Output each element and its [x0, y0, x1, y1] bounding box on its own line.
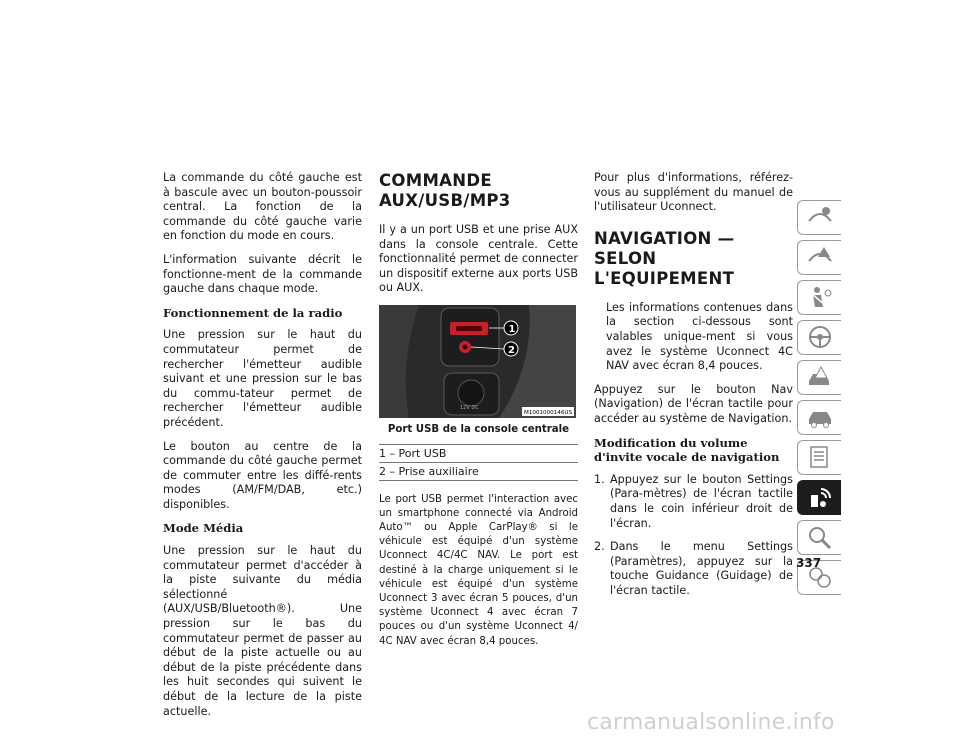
panel-label: 12V DC	[460, 404, 479, 411]
usb-paragraph: Le port USB permet l'interaction avec un smartphone connecté via Android Auto™ ou Apple CarPlay® si le véhicule est équipé d'un système Uconnect 4C/4C NAV. Le port est destiné à la charge uniquement si le véhicule est équipé d'un système Uconnect 3 avec écran 5 pouces, d'un système Uconnect 4 avec écran 7 pouces ou d'un système Uconnect 4/ 4C NAV avec écran 8,4 pouces.	[379, 493, 578, 647]
radio-paragraph: Une pression sur le haut du commutateur permet de rechercher l'émetteur audible suivant et une pression sur le bas du commu-tateur permet de rechercher l'émetteur audible précédent.	[163, 328, 362, 429]
callout-1: 1	[508, 323, 516, 335]
legend-row: 2 – Prise auxiliaire	[379, 463, 578, 481]
tab-car-emergency[interactable]	[797, 360, 841, 395]
step-number: 1.	[594, 472, 605, 486]
navigation-heading: NAVIGATION — SELON L'EQUIPEMENT	[594, 228, 735, 288]
watermark-footer: carmanualsonline.info	[587, 710, 835, 735]
tab-steering-wheel[interactable]	[797, 320, 841, 355]
figure-caption: Port USB de la console centrale	[387, 423, 570, 435]
chapter-tabs	[797, 200, 842, 600]
magnifier-search-icon	[807, 525, 833, 549]
reference-paragraph: Pour plus d'informations, référez-vous au supplément du manuel de l'utilisateur Uconnect.	[594, 171, 793, 214]
aux-usb-heading: COMMANDE AUX/USB/MP3	[379, 171, 511, 210]
tab-seatbelt-airbag[interactable]	[797, 280, 841, 315]
steps-list	[594, 473, 793, 599]
radio-heading: Fonctionnement de la radio	[163, 305, 343, 320]
usb-console-photo	[379, 305, 576, 418]
figure-legend	[379, 444, 578, 481]
media-heading: Mode Média	[163, 521, 244, 536]
media-paragraph: Une pression sur le haut du commutateur permet d'accéder à la piste suivante du média sélectionné (AUX/USB/Bluetooth®). Une pression sur le bas du commutateur permet de passer au début de la piste actuelle ou au début de la piste précédente dans les huit secondes qui suivent le début de la lecture de la piste actuelle.	[163, 544, 362, 718]
availability-text: Les informations contenues dans la section ci-dessous sont valables unique-ment si vous avez le système Uconnect 4C NAV avec écran 8,4 pouces.	[606, 300, 793, 373]
list-item	[594, 473, 793, 531]
tab-dashboard-warning[interactable]	[797, 240, 841, 275]
seatbelt-airbag-icon	[807, 285, 833, 309]
list-item	[594, 540, 793, 598]
car-emergency-icon	[807, 365, 833, 389]
aux-usb-intro: Il y a un port USB et une prise AUX dans la console centrale. Cette fonctionnalité permet de connecter un dispositif externe aux ports USB ou AUX.	[379, 223, 578, 295]
tab-multimedia[interactable]	[797, 480, 841, 515]
step-number: 2.	[594, 540, 605, 554]
figure-code: M1001000146US	[524, 409, 573, 416]
callout-2: 2	[508, 344, 515, 356]
step-text: Appuyez sur le bouton Settings (Para-mètres) de l'écran tactile dans le coin inférieur droit de l'écran.	[610, 472, 793, 530]
specs-list-icon	[807, 445, 833, 469]
middle-column	[379, 171, 578, 658]
dashboard-warning-icon	[807, 245, 833, 269]
step-text: Dans le menu Settings (Paramètres), appuyez sur la touche Guidance (Guidage) de l'écran tactile.	[610, 540, 793, 597]
availability-note	[594, 301, 793, 374]
tab-search[interactable]	[797, 520, 841, 555]
service-car-icon	[807, 405, 833, 429]
page-number: 337	[796, 556, 822, 570]
tab-service[interactable]	[797, 400, 841, 435]
intro-paragraph: La commande du côté gauche est à bascule avec un bouton-poussoir central. La fonction de la commande du côté gauche varie en fonction du mode en cours.	[163, 171, 362, 243]
multimedia-icon	[807, 485, 833, 509]
dashboard-info-icon	[807, 205, 833, 229]
tab-specs[interactable]	[797, 440, 841, 475]
right-column	[594, 171, 793, 607]
tab-dashboard-info[interactable]	[797, 200, 841, 235]
voice-volume-heading: Modification du volume d'invite vocale de navigation	[594, 435, 780, 465]
mode-switch-paragraph: Le bouton au centre de la commande du côté gauche permet de commuter entre les diffé-rents modes (AM/FM/DAB, etc.) disponibles.	[163, 439, 362, 511]
nav-button-paragraph: Appuyez sur le bouton Nav (Navigation) de l'écran tactile pour accéder au système de Navigation.	[594, 382, 793, 425]
description-paragraph: L'information suivante décrit le fonctionne-ment de la commande gauche dans chaque mode.	[163, 252, 362, 296]
console-illustration	[379, 305, 576, 418]
legend-row: 1 – Port USB	[379, 445, 578, 463]
left-column	[163, 171, 362, 728]
square-bullet-icon	[594, 301, 606, 374]
steering-wheel-icon	[807, 325, 833, 349]
